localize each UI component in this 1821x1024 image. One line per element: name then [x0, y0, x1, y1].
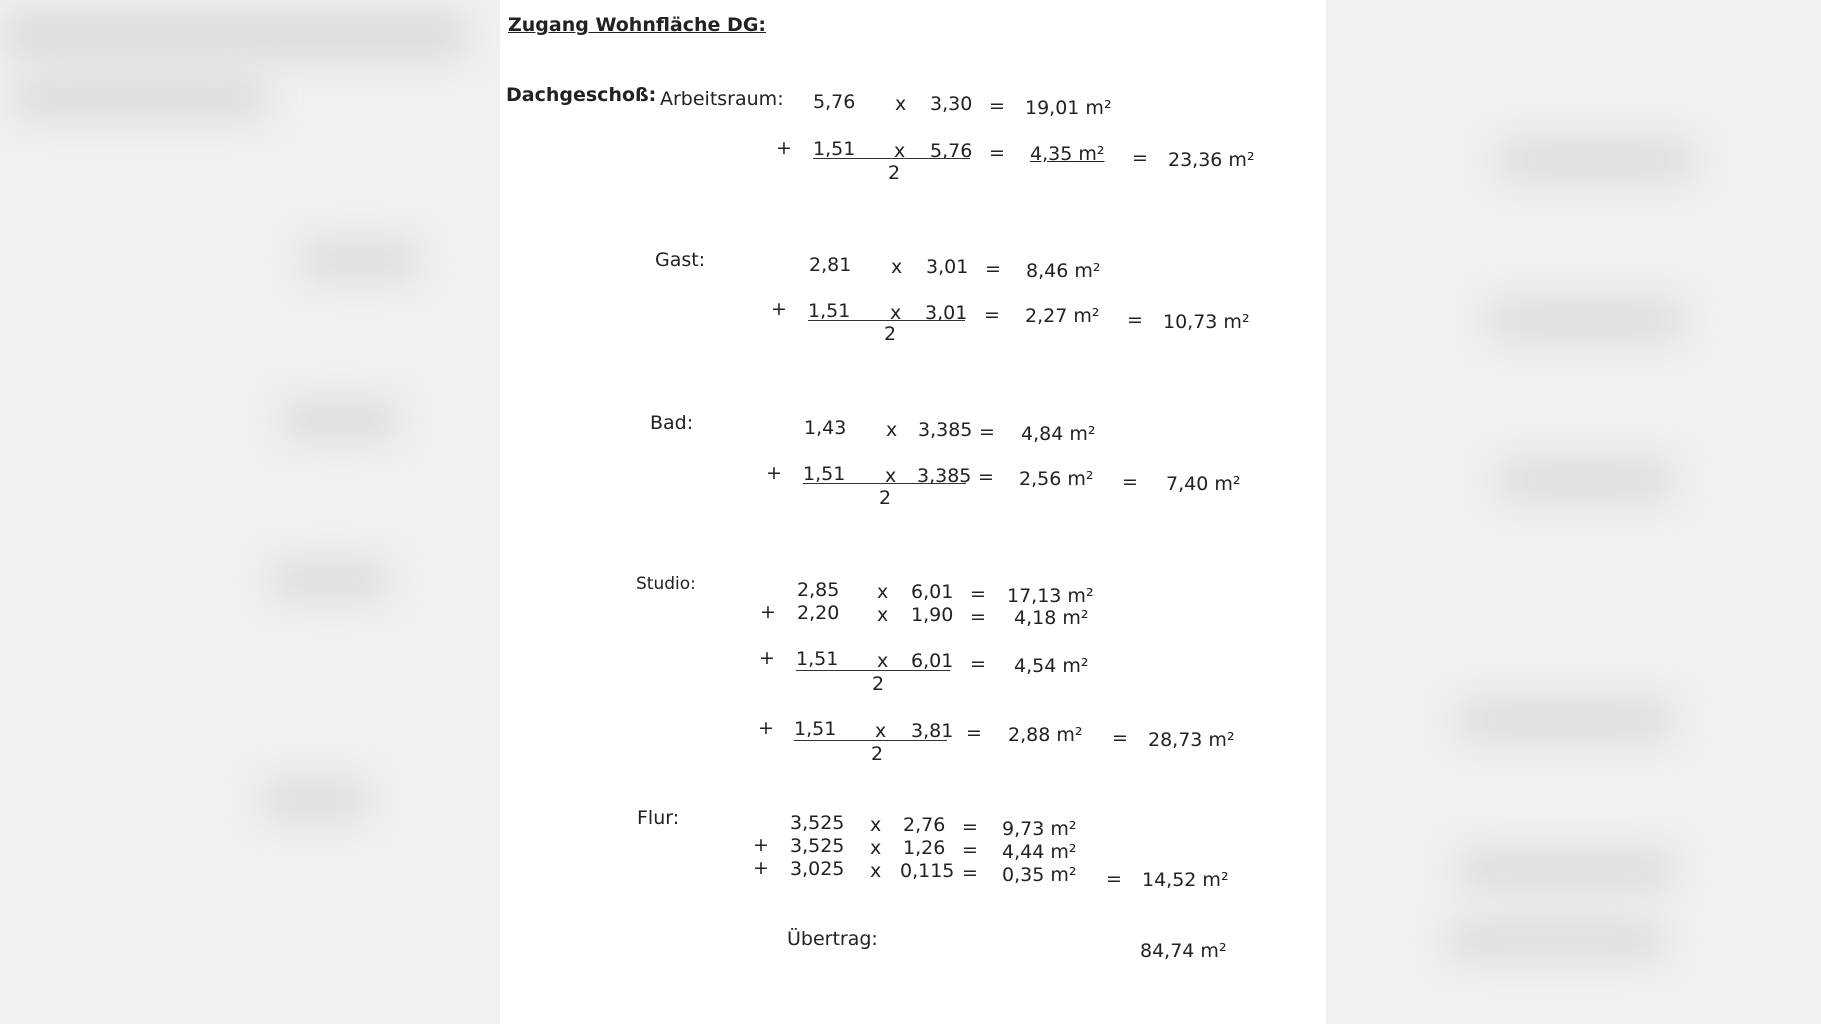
factor-b: 2,76	[903, 814, 946, 836]
result-value: 4,44 m²	[1002, 841, 1077, 863]
factor-b: 1,26	[903, 837, 946, 859]
result-value: 2,27 m²	[1025, 305, 1100, 327]
equals-sign: =	[1106, 868, 1122, 890]
result-value: 4,35 m²	[1030, 143, 1105, 165]
fraction-line	[796, 670, 950, 671]
result-value: 8,46 m²	[1026, 260, 1101, 282]
blurred-background-right	[1326, 0, 1821, 1024]
factor-a: 1,51	[808, 300, 851, 322]
equals-sign: =	[962, 862, 978, 884]
equals-sign: =	[970, 606, 986, 628]
multiply-sign: x	[870, 860, 882, 882]
equals-sign: =	[1112, 727, 1128, 749]
plus-sign: +	[759, 647, 775, 669]
factor-a: 3,525	[790, 812, 845, 834]
room-label: Flur:	[637, 807, 680, 829]
result-value: 9,73 m²	[1002, 818, 1077, 840]
factor-a: 2,85	[797, 579, 840, 601]
factor-a: 3,025	[790, 858, 845, 880]
factor-b: 6,01	[911, 650, 954, 672]
factor-b: 3,81	[911, 720, 954, 742]
factor-a: 3,525	[790, 835, 845, 857]
factor-b: 3,385	[918, 419, 973, 441]
plus-sign: +	[776, 137, 792, 159]
plus-sign: +	[753, 834, 769, 856]
multiply-sign: x	[890, 302, 902, 324]
factor-b: 6,01	[911, 581, 954, 603]
factor-b: 0,115	[900, 860, 955, 882]
factor-a: 2,81	[809, 254, 852, 276]
result-value: 4,54 m²	[1014, 655, 1089, 677]
factor-a: 1,51	[796, 648, 839, 670]
room-total: 10,73 m²	[1163, 311, 1250, 333]
fraction-line	[803, 483, 966, 484]
factor-b: 3,30	[930, 93, 973, 115]
carry-total: 84,74 m²	[1140, 940, 1227, 962]
fraction-line	[794, 740, 947, 741]
equals-sign: =	[970, 653, 986, 675]
factor-b: 3,01	[925, 302, 968, 324]
factor-a: 5,76	[813, 91, 856, 113]
factor-a: 1,51	[813, 138, 856, 160]
multiply-sign: x	[870, 837, 882, 859]
result-value: 4,84 m²	[1021, 423, 1096, 445]
result-value: 4,18 m²	[1014, 607, 1089, 629]
equals-sign: =	[1127, 309, 1143, 331]
result-value: 2,56 m²	[1019, 468, 1094, 490]
room-label: Arbeitsraum:	[660, 88, 784, 110]
room-label: Studio:	[636, 574, 696, 594]
equals-sign: =	[984, 304, 1000, 326]
multiply-sign: x	[870, 814, 882, 836]
multiply-sign: x	[885, 465, 897, 487]
factor-a: 2,20	[797, 602, 840, 624]
factor-b: 1,90	[911, 604, 954, 626]
result-value: 19,01 m²	[1025, 97, 1112, 119]
room-total: 7,40 m²	[1166, 473, 1241, 495]
result-value: 2,88 m²	[1008, 724, 1083, 746]
fraction-line	[813, 158, 970, 159]
factor-b: 5,76	[930, 140, 973, 162]
factor-b: 3,385	[917, 465, 972, 487]
equals-sign: =	[1132, 147, 1148, 169]
equals-sign: =	[1122, 471, 1138, 493]
room-total: 14,52 m²	[1142, 869, 1229, 891]
plus-sign: +	[766, 462, 782, 484]
equals-sign: =	[989, 142, 1005, 164]
equals-sign: =	[985, 258, 1001, 280]
factor-a: 1,43	[804, 417, 847, 439]
result-value: 0,35 m²	[1002, 864, 1077, 886]
room-total: 28,73 m²	[1148, 729, 1235, 751]
equals-sign: =	[979, 421, 995, 443]
equals-sign: =	[966, 722, 982, 744]
equals-sign: =	[962, 839, 978, 861]
factor-a: 1,51	[794, 718, 837, 740]
room-label: Bad:	[650, 412, 694, 434]
plus-sign: +	[758, 717, 774, 739]
multiply-sign: x	[886, 419, 898, 441]
divisor: 2	[872, 673, 885, 695]
room-total: 23,36 m²	[1168, 149, 1255, 171]
equals-sign: =	[989, 95, 1005, 117]
multiply-sign: x	[875, 720, 887, 742]
divisor: 2	[879, 487, 892, 509]
factor-b: 3,01	[926, 256, 969, 278]
plus-sign: +	[760, 601, 776, 623]
factor-a: 1,51	[803, 463, 846, 485]
plus-sign: +	[771, 298, 787, 320]
equals-sign: =	[970, 583, 986, 605]
multiply-sign: x	[891, 256, 903, 278]
fraction-line	[808, 320, 965, 321]
multiply-sign: x	[877, 604, 889, 626]
multiply-sign: x	[877, 650, 889, 672]
multiply-sign: x	[895, 93, 907, 115]
multiply-sign: x	[894, 140, 906, 162]
blurred-background-left	[0, 0, 500, 1024]
plus-sign: +	[753, 857, 769, 879]
divisor: 2	[888, 162, 901, 184]
divisor: 2	[871, 743, 884, 765]
equals-sign: =	[978, 466, 994, 488]
equals-sign: =	[962, 816, 978, 838]
section-label: Dachgeschoß:	[506, 84, 657, 106]
multiply-sign: x	[877, 581, 889, 603]
carry-label: Übertrag:	[787, 928, 878, 950]
result-value: 17,13 m²	[1007, 585, 1094, 607]
room-label: Gast:	[655, 249, 706, 271]
divisor: 2	[884, 323, 897, 345]
document-page	[500, 0, 1326, 1024]
page-title: Zugang Wohnfläche DG:	[508, 14, 767, 36]
